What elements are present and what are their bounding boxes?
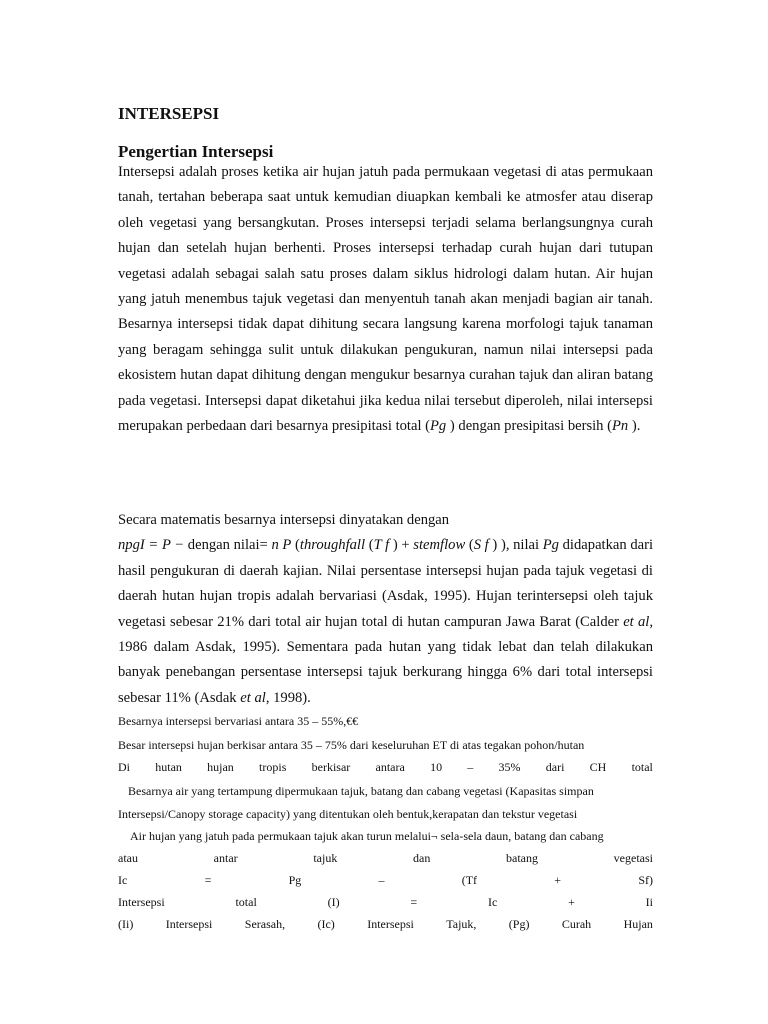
word: total bbox=[631, 760, 653, 774]
word: Serasah, bbox=[244, 917, 286, 931]
word: dari bbox=[545, 760, 565, 774]
word: (Pg) bbox=[508, 917, 530, 931]
text-line-storage-2: Intersepsi/Canopy storage capacity) yang ditentukan oleh bentuk,kerapatan dan tekstur vegetasi bbox=[118, 807, 578, 821]
word: + bbox=[568, 895, 575, 909]
word: Ic bbox=[487, 895, 498, 909]
word: Ic bbox=[118, 873, 128, 887]
word: = bbox=[410, 895, 418, 909]
word: dan bbox=[413, 851, 431, 865]
word: Sf) bbox=[638, 873, 653, 887]
word: 10 bbox=[430, 760, 443, 774]
word: hujan bbox=[207, 760, 234, 774]
word: (I) bbox=[327, 895, 340, 909]
word: vegetasi bbox=[613, 851, 653, 865]
word: (Ic) bbox=[317, 917, 335, 931]
word: Intersepsi bbox=[367, 917, 414, 931]
word: total bbox=[235, 895, 257, 909]
word: + bbox=[554, 873, 562, 887]
word: Intersepsi bbox=[118, 895, 165, 909]
word: Tajuk, bbox=[446, 917, 477, 931]
word: Intersepsi bbox=[165, 917, 213, 931]
word: Ii bbox=[645, 895, 653, 909]
legend-line bbox=[118, 917, 653, 932]
word: hutan bbox=[155, 760, 182, 774]
word: – bbox=[378, 873, 385, 887]
paragraph-formula: Secara matematis besarnya intersepsi dinyatakan dengan npgI = P − dengan nilai= n P (throughfall (T f ) + stemflow (S f ) ), nilai Pg didapatkan dari hasil pengukuran di daerah kajian. Nilai persentase intersepsi hujan pada tajuk vegetasi di daerah hutan hujan tropis adalah bervariasi (Asdak, 1995). Hujan terintersepsi oleh tajuk vegetasi sebesar 21% dari total air hujan total di hutan campuran Jawa Barat (Calder et al, 1986 dalam Asdak, 1995). Sementara pada hutan yang tidak lebat dan telah dilakukan banyak penebangan persentase intersepsi tajuk berkurang hingga 6% dari total intersepsi sebesar 11% (Asdak et al, 1998). bbox=[118, 512, 654, 706]
word: batang bbox=[506, 851, 538, 865]
section-title: Pengertian Intersepsi bbox=[118, 142, 274, 161]
word: (Tf bbox=[461, 873, 478, 887]
word: atau bbox=[118, 851, 138, 865]
word: CH bbox=[589, 760, 607, 774]
word: Di bbox=[118, 760, 130, 774]
text-line-tropical bbox=[118, 760, 653, 775]
word: tropis bbox=[259, 760, 287, 774]
word: antara bbox=[375, 760, 405, 774]
word: Hujan bbox=[623, 917, 653, 931]
text-line-range: Besar intersepsi hujan berkisar antara 35 – 75% dari keseluruhan ET di atas tegakan pohon/hutan bbox=[118, 738, 585, 752]
word: Pg bbox=[288, 873, 302, 887]
text-line-storage-1: Besarnya air yang tertampung dipermukaan tajuk, batang dan cabang vegetasi (Kapasitas simpan bbox=[128, 784, 594, 798]
text-line-between bbox=[118, 851, 653, 866]
word: – bbox=[467, 760, 474, 774]
paragraph-definition: Intersepsi adalah proses ketika air hujan jatuh pada permukaan vegetasi di atas permukaan tanah, tertahan beberapa saat untuk kemudian diuapkan kembali ke atmosfer atau diserap oleh vegetasi yang bersangkutan. Proses intersepsi terjadi selama berlangsungnya curah hujan dan setelah hujan berhenti. Proses intersepsi terhadap curah hujan dari tutupan vegetasi adalah sebagai salah satu proses dalam siklus hidrologi dalam hutan. Air hujan yang jatuh menembus tajuk vegetasi dan menyentuh tanah akan menjadi bagian air tanah. Besarnya intersepsi tidak dapat dihitung secara langsung karena morfologi tajuk tanaman yang beragam sehingga sulit untuk dilakukan pengukuran, namun nilai intersepsi pada ekosistem hutan dapat dihitung dengan mengukur besarnya curahan tajuk dan aliran batang pada vegetasi. Intersepsi dapat diketahui jika kedua nilai tersebut diperoleh, nilai intersepsi merupakan perbedaan dari besarnya presipitasi total (Pg ) dengan presipitasi bersih (Pn ). bbox=[118, 164, 653, 435]
word: (Ii) bbox=[118, 917, 134, 931]
word: berkisar bbox=[311, 760, 351, 774]
document-title: INTERSEPSI bbox=[118, 104, 220, 123]
formula-line-ic bbox=[118, 873, 653, 888]
word: Curah bbox=[561, 917, 592, 931]
word: 35% bbox=[498, 760, 521, 774]
word: = bbox=[204, 873, 212, 887]
text-line-variation: Besarnya intersepsi bervariasi antara 35 – 55%,€€ bbox=[118, 714, 359, 728]
word: tajuk bbox=[313, 851, 338, 865]
formula-line-total bbox=[118, 895, 653, 910]
text-line-rainfall: Air hujan yang jatuh pada permukaan tajuk akan turun melalui¬ sela-sela daun, batang dan cabang bbox=[130, 829, 604, 843]
word: antar bbox=[213, 851, 238, 865]
